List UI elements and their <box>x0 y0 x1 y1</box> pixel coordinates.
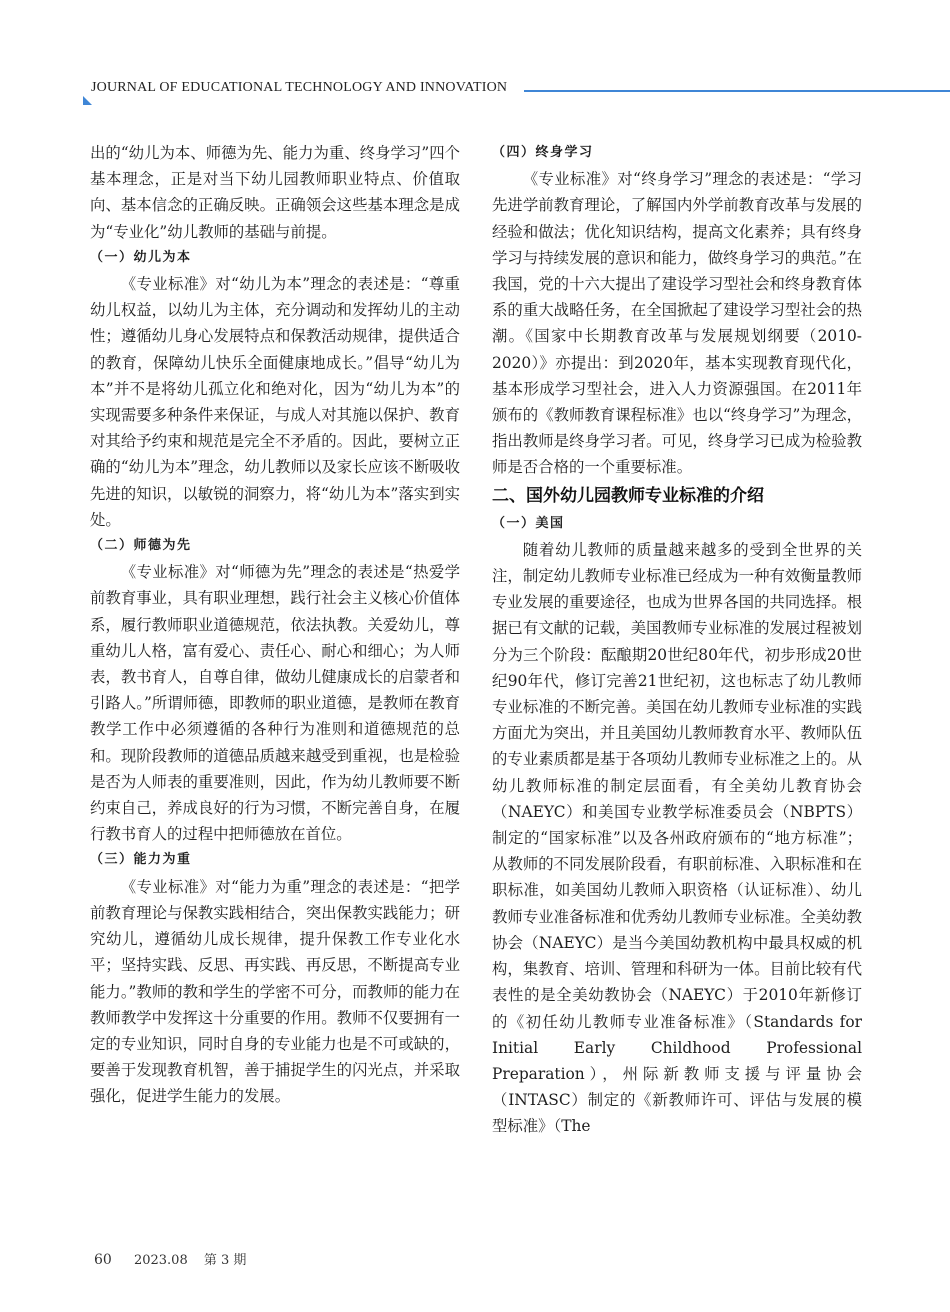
page-number: 60 <box>94 1252 112 1268</box>
paragraph-usa: 随着幼儿教师的质量越来越多的受到全世界的关注，制定幼儿教师专业标准已经成为一种有效衡量教师专业发展的重要途径，也成为世界各国的共同选择。根据已有文献的记载，美国教师专业标准的发展过程被划分为三个阶段：酝酿期20世纪80年代，初步形成20世纪90年代，修订完善21世纪初，这也标志了幼儿教师专业标准的不断完善。美国在幼儿教师专业标准的实践方面尤为突出，并且美国幼儿教师教育水平、教师队伍的专业素质都是基于各项幼儿教师专业标准之上的。从幼儿教师标准的制定层面看，有全美幼儿教育协会（NAEYC）和美国专业教学标准委员会（NBPTS）制定的“国家标准”以及各州政府颁布的“地方标准”；从教师的不同发展阶段看，有职前标准、入职标准和在职标准，如美国幼儿教师入职资格（认证标准）、幼儿教师专业准备标准和优秀幼儿教师专业标准。全美幼教协会（NAEYC）是当今美国幼教机构中最具权威的机构，集教育、培训、管理和科研为一体。目前比较有代表性的是全美幼教协会（NAEYC）于2010年新修订的《初任幼儿教师专业准备标准》（Standards for Initial Early Childhood Professional Preparation），州际新教师支援与评量协会（INTASC）制定的《新教师许可、评估与发展的模型标准》（The <box>492 540 862 1136</box>
paragraph-ethics-first: 《专业标准》对“师德为先”理念的表述是“热爱学前教育事业，具有职业理想，践行社会主义核心价值体系，履行教师职业道德规范，依法执教。关爱幼儿，尊重幼儿人格，富有爱心、责任心、耐心和细心；为人师表，教书育人，自尊自律，做幼儿健康成长的启蒙者和引路人。”所谓师德，即教师的职业道德，是教师在教育教学工作中必须遵循的各种行为准则和道德规范的总和。现阶段教师的道德品质越来越受到重视，也是检验是否为人师表的重要准则，因此，作为幼儿教师要不断约束自己，养成良好的行为习惯，不断完善自身，在履行教书育人的过程中把师德放在首位。 <box>90 563 460 844</box>
page-header <box>0 0 950 110</box>
paragraph-child-oriented: 《专业标准》对“幼儿为本”理念的表述是：“尊重幼儿权益，以幼儿为主体，充分调动和发挥幼儿的主动性；遵循幼儿身心发展特点和保教活动规律，提供适合的教育，保障幼儿快乐全面健康地成长。”倡导“幼儿为本”并不是将幼儿孤立化和绝对化，因为“幼儿为本”的实现需要多种条件来保证，与成人对其施以保护、教育对其给予约束和规范是完全不矛盾的。因此，要树立正确的“幼儿为本”理念，幼儿教师以及家长应该不断吸收先进的知识，以敏锐的洞察力，将“幼儿为本”落实到实处。 <box>90 275 460 529</box>
paragraph-lifelong-learning: 《专业标准》对“终身学习”理念的表述是：“学习先进学前教育理论，了解国内外学前教育改革与发展的经验和做法；优化知识结构，提高文化素养；具有终身学习与持续发展的意识和能力，做终身学习的典范。”在我国，党的十六大提出了建设学习型社会和终身教育体系的重大战略任务，在全国掀起了建设学习型社会的热潮。《国家中长期教育改革与发展规划纲要（2010-2020）》亦提出：到2020年，基本实现教育现代化，基本形成学习型社会，进入人力资源强国。在2011年颁布的《教师教育课程标准》也以“终身学习”为理念，指出教师是终身学习者。可见，终身学习已成为检验教师是否合格的一个重要标准。 <box>492 170 862 477</box>
paragraph-ability-focused: 《专业标准》对“能力为重”理念的表述是：“把学前教育理论与保教实践相结合，突出保教实践能力；研究幼儿，遵循幼儿成长规律，提升保教工作专业化水平；坚持实践、反思、再实践、再反思，不断提高专业能力。”教师的教和学生的学密不可分，而教师的能力在教师教学中发挥这十分重要的作用。教师不仅要拥有一定的专业知识，同时自身的专业能力也是不可或缺的，要善于发现教育机智，善于捕捉学生的闪光点，并采取强化，促进学生能力的发展。 <box>90 877 460 1106</box>
section-heading-lifelong-learning: （四）终身学习 <box>492 145 594 160</box>
right-column <box>492 140 862 1140</box>
page-footer <box>94 1249 246 1268</box>
issue-number: 第 3 期 <box>203 1253 247 1268</box>
left-column <box>90 140 460 1110</box>
journal-title: JOURNAL OF EDUCATIONAL TECHNOLOGY AND INNOVATION <box>91 80 508 95</box>
header-rule <box>524 90 950 92</box>
header-corner-mark <box>83 96 92 105</box>
issue-date: 2023.08 <box>133 1253 188 1268</box>
intro-paragraph: 出的“幼儿为本、师德为先、能力为重、终身学习”四个基本理念，正是对当下幼儿园教师职业特点、价值取向、基本信念的正确反映。正确领会这些基本理念是成为“专业化”幼儿教师的基础与前提。 <box>90 144 460 241</box>
section-heading-ethics-first: （二）师德为先 <box>90 538 192 554</box>
section-heading-usa: （一）美国 <box>492 515 565 531</box>
section-2-heading: 二、国外幼儿园教师专业标准的介绍 <box>492 485 764 506</box>
section-heading-child-oriented: （一）幼儿为本 <box>90 249 192 265</box>
section-heading-ability-focused: （三）能力为重 <box>90 852 192 868</box>
